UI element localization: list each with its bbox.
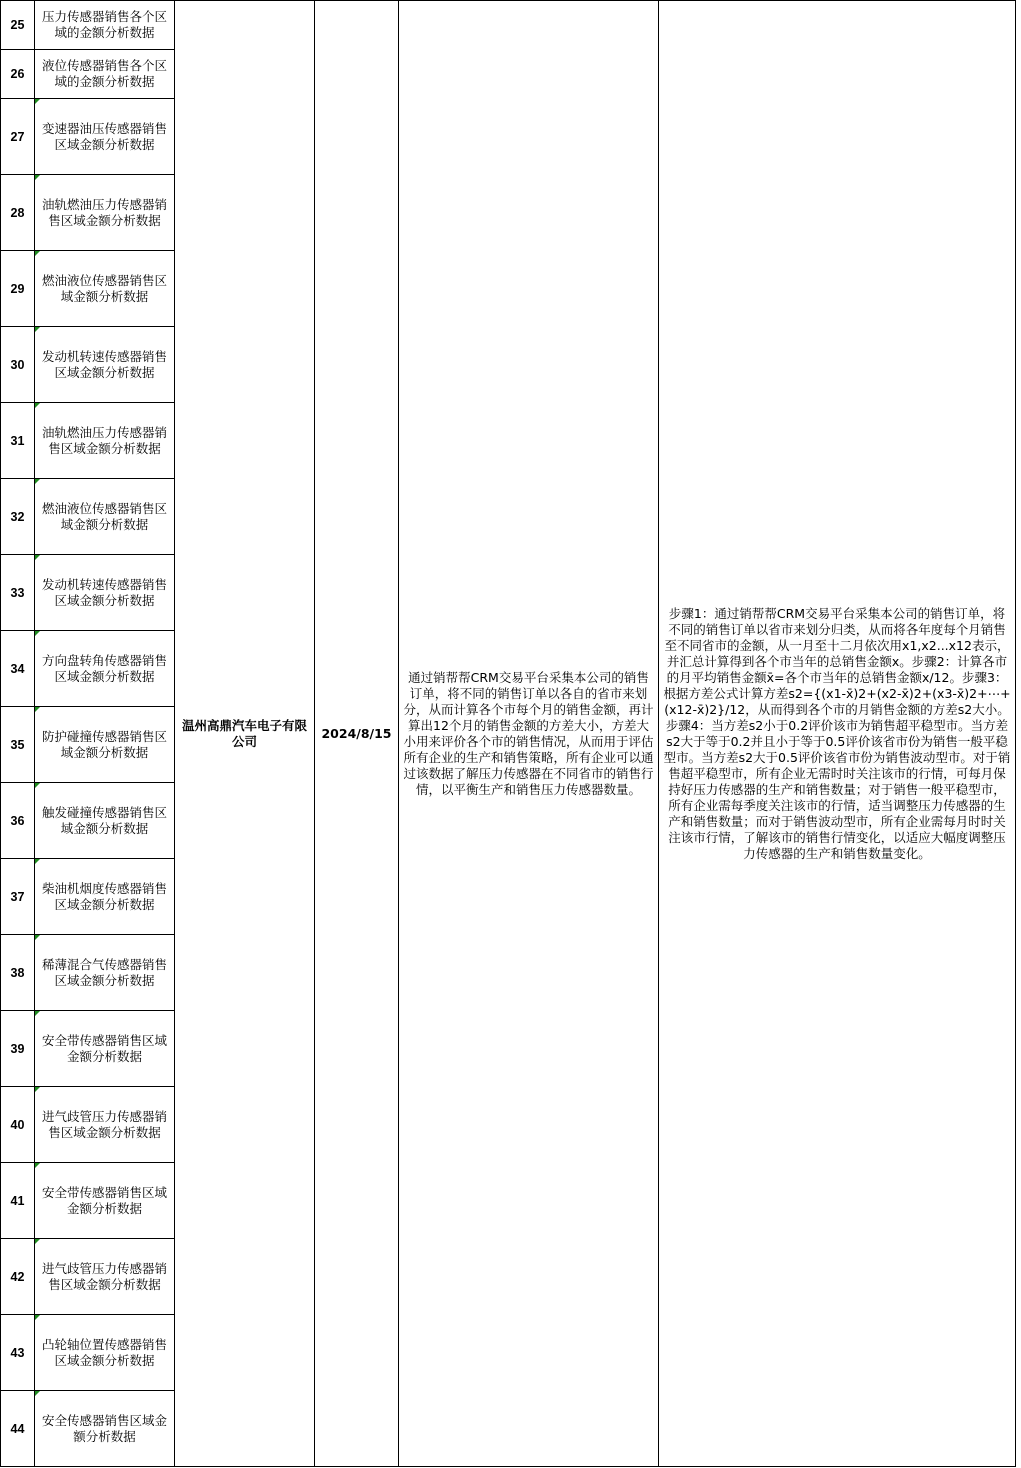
row-number: 25 [1,1,35,50]
item-name-cell [35,555,175,631]
item-name: 防护碰撞传感器销售区域金额分析数据 [41,728,167,760]
item-name: 发动机转速传感器销售区域金额分析数据 [41,576,167,608]
row-number: 37 [1,859,35,935]
item-name: 燃油液位传感器销售区域金额分析数据 [41,500,167,532]
item-name: 进气歧管压力传感器销售区域金额分析数据 [41,1260,167,1292]
comment-indicator-icon [35,1163,40,1168]
comment-indicator-icon [35,327,40,332]
item-name: 油轨燃油压力传感器销售区域金额分析数据 [41,196,167,228]
item-name-cell [35,327,175,403]
row-number: 35 [1,707,35,783]
item-name: 压力传感器销售各个区域的金额分析数据 [41,9,167,40]
comment-indicator-icon [35,1239,40,1244]
row-number: 41 [1,1163,35,1239]
comment-indicator-icon [35,1087,40,1092]
comment-indicator-icon [35,403,40,408]
table-row [1,1,1016,50]
row-number: 40 [1,1087,35,1163]
row-number: 29 [1,251,35,327]
item-name-cell [35,631,175,707]
item-name-cell [35,1011,175,1087]
item-name-cell [35,1315,175,1391]
item-name: 触发碰撞传感器销售区域金额分析数据 [41,804,167,836]
item-name-cell [35,1391,175,1467]
item-name-cell [35,1239,175,1315]
item-name-cell [35,1087,175,1163]
item-name: 燃油液位传感器销售区域金额分析数据 [41,272,167,304]
item-name-cell [35,783,175,859]
item-name-cell [35,50,175,99]
comment-indicator-icon [35,935,40,940]
item-name: 安全带传感器销售区域金额分析数据 [41,1032,167,1064]
comment-indicator-icon [35,707,40,712]
item-name-cell [35,99,175,175]
item-name: 变速器油压传感器销售区域金额分析数据 [41,120,167,152]
item-name-cell [35,707,175,783]
comment-indicator-icon [35,1391,40,1396]
company-name: 温州高鼎汽车电子有限公司 [175,1,315,1467]
item-name: 凸轮轴位置传感器销售区域金额分析数据 [41,1336,167,1368]
description-text: 通过销帮帮CRM交易平台采集本公司的销售订单，将不同的销售订单以各自的省市来划分，从而计算各个市每个月的销售金额，再计算出12个月的销售金额的方差大小，方差大小用来评价各个市的销售情况，从而用于评估所有企业的生产和销售策略，所有企业可以通过该数据了解压力传感器在不同省市的销售行情，以平衡生产和销售压力传感器数量。 [399,1,659,1467]
item-name-cell [35,175,175,251]
item-name: 柴油机烟度传感器销售区域金额分析数据 [41,880,167,912]
row-number: 27 [1,99,35,175]
row-number: 31 [1,403,35,479]
table-body [1,1,1016,1467]
item-name: 发动机转速传感器销售区域金额分析数据 [41,348,167,380]
row-number: 28 [1,175,35,251]
comment-indicator-icon [35,555,40,560]
comment-indicator-icon [35,175,40,180]
row-number: 32 [1,479,35,555]
item-name: 安全传感器销售区域金额分析数据 [41,1412,167,1444]
comment-indicator-icon [35,99,40,104]
comment-indicator-icon [35,631,40,636]
row-number: 36 [1,783,35,859]
item-name: 进气歧管压力传感器销售区域金额分析数据 [41,1108,167,1140]
comment-indicator-icon [35,1315,40,1320]
row-number: 42 [1,1239,35,1315]
method-steps-text: 步骤1：通过销帮帮CRM交易平台采集本公司的销售订单，将不同的销售订单以省市来划分归类，从而将各年度每个月销售至不同省市的金额，从一月至十二月依次用x1,x2...x12表示，并汇总计算得到各个市当年的总销售金额x。步骤2：计算各市的月平均销售金额x̄=各个市当年的总销售金额x/12。步骤3：根据方差公式计算方差s2={(x1-x̄)2+(x2-x̄)2+(x3-x̄)2+⋯+(x12-x̄)2}/12，从而得到各个市的月销售金额的方差s2大小。步骤4：当方差s2小于0.2评价该市为销售超平稳型市。当方差s2大于等于0.2并且小于等于0.5评价该省市份为销售一般平稳型市。当方差s2大于0.5评价该省市份为销售波动型市。对于销售超平稳型市，所有企业无需时时关注该市的行情，可每月保持好压力传感器的生产和销售数量；对于销售一般平稳型市，所有企业需每季度关注该市的行情，适当调整压力传感器的生产和销售数量；而对于销售波动型市，所有企业需每月时时关注该市行情，了解该市的销售行情变化，以适应大幅度调整压力传感器的生产和销售数量变化。 [659,1,1016,1467]
comment-indicator-icon [35,1011,40,1016]
record-date: 2024/8/15 [315,1,399,1467]
row-number: 38 [1,935,35,1011]
item-name: 安全带传感器销售区域金额分析数据 [41,1184,167,1216]
item-name-cell [35,403,175,479]
item-name-cell [35,935,175,1011]
item-name: 稀薄混合气传感器销售区域金额分析数据 [41,956,167,988]
row-number: 34 [1,631,35,707]
row-number: 44 [1,1391,35,1467]
comment-indicator-icon [35,783,40,788]
row-number: 43 [1,1315,35,1391]
comment-indicator-icon [35,251,40,256]
item-name: 方向盘转角传感器销售区域金额分析数据 [41,652,167,684]
row-number: 39 [1,1011,35,1087]
item-name-cell [35,479,175,555]
item-name: 油轨燃油压力传感器销售区域金额分析数据 [41,424,167,456]
item-name-cell [35,251,175,327]
item-name: 液位传感器销售各个区域的金额分析数据 [41,58,167,89]
row-number: 33 [1,555,35,631]
item-name-cell [35,859,175,935]
comment-indicator-icon [35,859,40,864]
row-number: 26 [1,50,35,99]
item-name-cell [35,1163,175,1239]
item-name-cell [35,1,175,50]
row-number: 30 [1,327,35,403]
comment-indicator-icon [35,479,40,484]
